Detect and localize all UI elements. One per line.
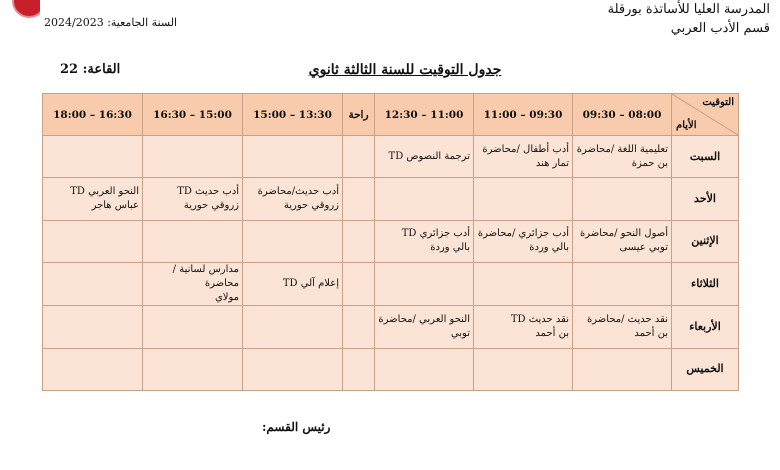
session-cell [343, 306, 375, 348]
session-course: نقد حديث /محاضرة [587, 313, 668, 325]
session-content [378, 313, 470, 341]
session-cell [43, 136, 143, 178]
session-cell [573, 306, 672, 348]
session-teacher: مولاي [214, 292, 239, 304]
session-content [477, 143, 569, 171]
day-cell: الثلاثاء [672, 262, 739, 305]
session-cell [474, 262, 573, 305]
column-header: 08:00 – 09:30 [573, 94, 672, 136]
session-course: تعليمية اللغة /محاضرة [576, 143, 668, 155]
room-number: القاعة: 22 [60, 62, 121, 77]
session-content [477, 313, 569, 341]
institution-name: المدرسة العليا للأساتذة بورقلة [607, 2, 770, 17]
session-cell [573, 220, 672, 262]
session-teacher: زروقي حورية [283, 199, 339, 211]
day-cell: الأحد [672, 178, 739, 220]
session-cell [474, 220, 573, 262]
session-cell [143, 306, 243, 348]
session-course: النحو العربي /محاضرة [378, 313, 470, 325]
session-cell [375, 136, 474, 178]
timetable [42, 93, 739, 391]
session-cell [375, 348, 474, 390]
session-cell [43, 178, 143, 220]
table-row [43, 262, 739, 305]
session-cell [243, 136, 343, 178]
session-course: مدارس لسانية /محاضرة [172, 264, 239, 290]
session-content [378, 227, 470, 255]
session-cell [375, 306, 474, 348]
corner-cell [672, 94, 739, 136]
column-header: 09:30 – 11:00 [474, 94, 573, 136]
academic-year: السنة الجامعية: 2024/2023 [44, 16, 178, 29]
session-content [246, 277, 339, 291]
table-row [43, 348, 739, 390]
session-cell [573, 178, 672, 220]
institution-logo [0, 0, 40, 40]
session-cell [474, 178, 573, 220]
table-row [43, 220, 739, 262]
table-row [43, 136, 739, 178]
session-course: ترجمة النصوص TD [388, 150, 470, 162]
session-content [477, 227, 569, 255]
session-course: أدب جزائري TD [401, 228, 470, 240]
column-header: 15:00 – 16:30 [143, 94, 243, 136]
page-title: جدول التوقيت للسنة الثالثة ثانوي [308, 62, 502, 78]
session-cell [143, 178, 243, 220]
session-course: أدب حديث TD [177, 185, 239, 197]
session-cell [243, 262, 343, 305]
day-cell: الخميس [672, 348, 739, 390]
session-content [246, 185, 339, 213]
corner-days-label: الأيام [676, 120, 697, 131]
session-cell [43, 348, 143, 390]
session-course: أدب أطفال /محاضرة [482, 143, 569, 155]
session-course: أصول النحو /محاضرة [580, 228, 668, 240]
session-teacher: زروقي حورية [183, 199, 239, 211]
session-cell [243, 306, 343, 348]
session-teacher: بن أحمد [535, 327, 569, 339]
session-cell [474, 136, 573, 178]
session-cell [343, 178, 375, 220]
session-cell [243, 178, 343, 220]
session-cell [43, 262, 143, 305]
session-course: أدب حديث/محاضرة [257, 185, 339, 197]
column-header-break: راحة [343, 94, 375, 136]
session-teacher: عباس هاجر [91, 199, 139, 211]
session-cell [343, 348, 375, 390]
day-cell: السبت [672, 136, 739, 178]
table-row [43, 306, 739, 348]
department-name: قسم الأدب العربي [670, 21, 770, 36]
session-teacher: تمار هند [535, 157, 569, 169]
session-cell [573, 136, 672, 178]
column-header: 13:30 – 15:00 [243, 94, 343, 136]
timetable-header-row [43, 94, 739, 136]
header-institution-block [510, 0, 770, 38]
day-cell: الأربعاء [672, 306, 739, 348]
session-cell [375, 262, 474, 305]
session-cell [43, 220, 143, 262]
session-teacher: بن أحمد [634, 327, 668, 339]
column-header: 16:30 – 18:00 [43, 94, 143, 136]
session-course: إعلام آلي TD [282, 278, 339, 290]
session-cell [343, 262, 375, 305]
session-course: نقد حديث TD [510, 313, 569, 325]
session-cell [143, 220, 243, 262]
session-cell [143, 348, 243, 390]
session-teacher: بالي وردة [430, 242, 470, 254]
logo-emblem [12, 0, 40, 18]
session-content [378, 150, 470, 164]
session-teacher: بن حمزة [631, 157, 668, 169]
table-row [43, 178, 739, 220]
session-cell [143, 262, 243, 305]
session-content [146, 185, 239, 213]
session-content [576, 143, 668, 171]
session-cell [375, 178, 474, 220]
session-cell [375, 220, 474, 262]
session-content [46, 185, 139, 213]
corner-time-label: التوقيت [702, 97, 734, 108]
session-teacher: توبي عيسى [619, 242, 668, 254]
column-header: 11:00 – 12:30 [375, 94, 474, 136]
session-content [146, 263, 239, 305]
session-content [576, 313, 668, 341]
session-teacher: توبي [450, 327, 470, 339]
session-cell [143, 136, 243, 178]
day-cell: الإثنين [672, 220, 739, 262]
session-teacher: بالي وردة [529, 242, 569, 254]
session-course: أدب جزائري /محاضرة [477, 228, 569, 240]
session-cell [343, 220, 375, 262]
session-cell [474, 306, 573, 348]
session-cell [43, 306, 143, 348]
session-cell [573, 348, 672, 390]
session-cell [474, 348, 573, 390]
session-course: النحو العربي TD [70, 185, 139, 197]
session-content [576, 227, 668, 255]
session-cell [573, 262, 672, 305]
session-cell [343, 136, 375, 178]
session-cell [243, 220, 343, 262]
session-cell [243, 348, 343, 390]
department-head-signature: رئيس القسم: [262, 420, 331, 434]
